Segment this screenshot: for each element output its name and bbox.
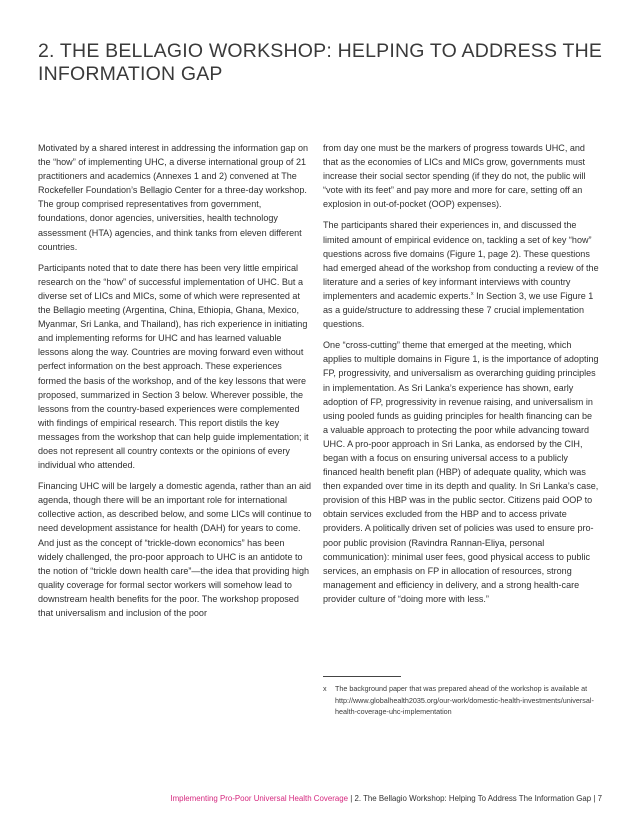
footnote-mark: x bbox=[323, 684, 327, 693]
paragraph-experiences bbox=[323, 218, 599, 331]
paragraph-experiences-text: The participants shared their experiences in, and discussed the limited amount of empirical evidence on, tackling a set of key “how” questions across five domains (Figure 1, page 2). These questions had emerged ahead of the workshop from conducting a review of the literature and a series of key informant interviews with country implementers and academic experts. bbox=[323, 220, 599, 301]
footer-separator: | bbox=[348, 794, 355, 803]
page-number: 7 bbox=[597, 794, 602, 803]
left-column bbox=[38, 141, 312, 627]
footnote-reference: x bbox=[470, 290, 474, 297]
footer-page-separator: | bbox=[591, 794, 598, 803]
footnote-divider bbox=[323, 676, 401, 677]
page-title: 2. THE BELLAGIO WORKSHOP: HELPING TO ADDRESS THE INFORMATION GAP bbox=[38, 40, 603, 85]
paragraph-participants: Participants noted that to date there has been very little empirical research on the “how” of successful implementation of UHC. But a diverse set of LICs and MICs, some of which were represented at the Bellagio meeting (Argentina, China, Ethiopia, Ghana, Mexico, Myanmar, Sri Lanka, and Thailand), has rich experience in initiating and implementing reforms for UHC and has learned valuable lessons along the way. Countries are moving forward even without perfect information on the best approach. These experiences formed the basis of the workshop, and of the key lessons that were proposed, summarized in Section 3 below. Wherever possible, the lessons from the country-based experiences were complemented with findings of empirical research. This report distils the key messages from the workshop that can help guide implementation; it does not represent all country contexts or the opinions of every individual who attended. bbox=[38, 262, 309, 471]
footnote bbox=[323, 683, 599, 718]
right-column bbox=[323, 141, 599, 613]
paragraph-financing: Financing UHC will be largely a domestic agenda, rather than an aid agenda, though there will be an important role for international collective action, as described below, and some LICs will continue to need development assistance for health (DAH) for years to come. And just as the concept of “trickle-down economics” has been widely challenged, the pro-poor approach to UHC is an antidote to the notion of “trickle down health care”—the idea that providing high quality coverage for formal sector workers will somehow lead to downstream health benefits for the poor. The workshop proposed that universalism and inclusion of the poor bbox=[38, 481, 312, 618]
paragraph-cross-cutting: One “cross-cutting” theme that emerged at the meeting, which applies to multiple domains in Figure 1, is the importance of adopting FP, progressivity, and universalism as overarching guiding principles in implementation. As Sri Lanka’s experience has shown, early adoption of FP, progressivity in revenue raising, and universalism in using pooled funds as guiding principles for health financing can be a valuable approach to protecting the poor while advancing toward UHC. A pro-poor approach in Sri Lanka, as endorsed by the CIH, began with a focus on ensuring universal access to a publicly financed health benefit plan (HBP) of adequate quality, which was then expanded over time in its depth and quality. In Sri Lanka’s case, provision of this HBP was in the public sector. Citizens paid OOP to obtain services excluded from the HBP and to access private providers. A politically driven set of policies was used to ensure pro-poor public provision (Ravindra Rannan-Eliya, personal communication): minimal user fees, good physical access to public services, an emphasis on FP in allocation of resources, strong management and efficiency in delivery, and a strong health-care provider culture of “doing more with less.” bbox=[323, 340, 599, 604]
page-footer bbox=[0, 794, 602, 803]
footer-section: 2. The Bellagio Workshop: Helping To Address The Information Gap bbox=[354, 794, 592, 803]
paragraph-experiences-tail: In Section 3, we use Figure 1 as a guide/structure to addressing these 7 crucial implementation questions. bbox=[323, 290, 594, 330]
footnote-text: The background paper that was prepared ahead of the workshop is available at http://www.globalhealth2035.org/our-work/domestic-health-investments/universal-health-coverage-uhc-implementation bbox=[335, 684, 594, 716]
footer-doc-title: Implementing Pro-Poor Universal Health Coverage bbox=[170, 794, 349, 803]
paragraph-progress: from day one must be the markers of progress towards UHC, and that as the economies of LICs and MICs grow, governments must increase their social sector spending (if they do not, the public will “vote with its feet” and pay more and more for care, setting off an explosion in out-of-pocket (OOP) expenses). bbox=[323, 143, 586, 210]
paragraph-motivation: Motivated by a shared interest in addressing the information gap on the “how” of implementing UHC, a diverse international group of 21 practitioners and academics (Annexes 1 and 2) convened at The Rockefeller Foundation’s Bellagio Center for a three-day workshop. The group comprised representatives from government, foundations, donor agencies, universities, health technology assessment (HTA) agencies, and think tanks from eleven different countries. bbox=[38, 143, 309, 252]
